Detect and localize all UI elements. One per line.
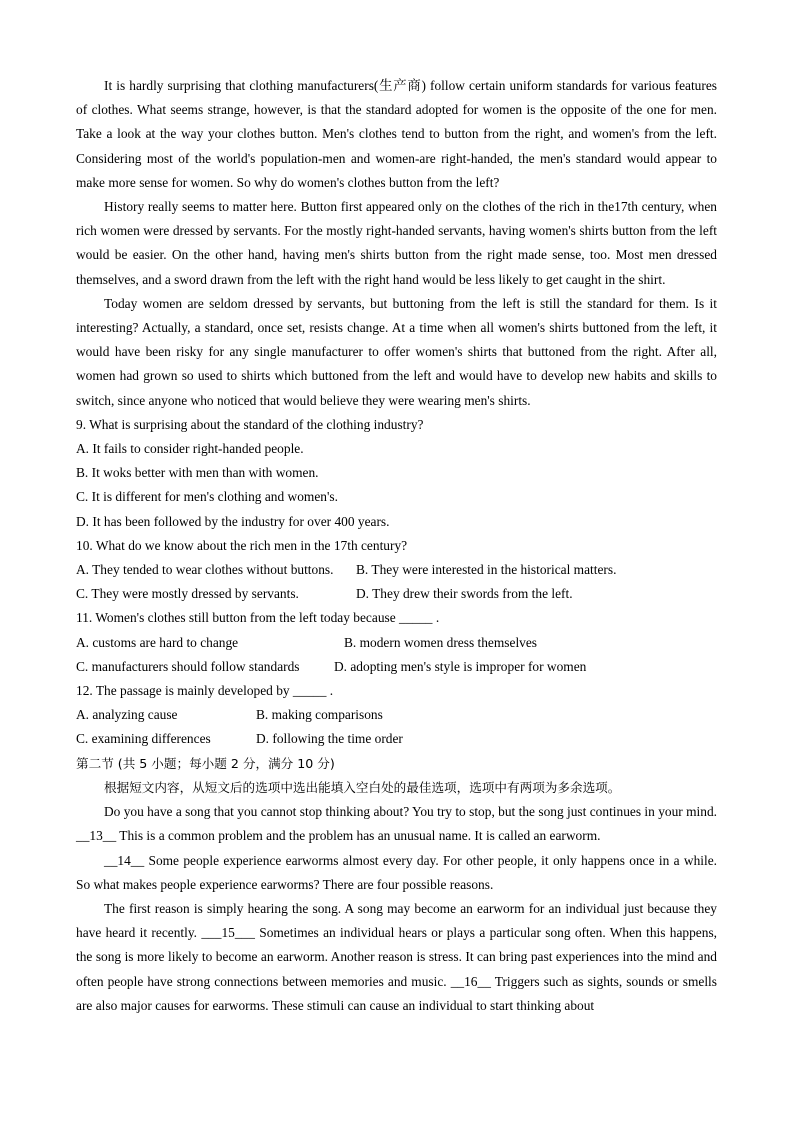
question-12-options-row-1 xyxy=(76,703,717,727)
question-10-options-row-1 xyxy=(76,558,717,582)
question-9-option-b: B. It woks better with men than with women. xyxy=(76,465,319,481)
question-10-options-row-2 xyxy=(76,582,717,606)
section-two-paragraph-2: __14__ Some people experience earworms almost every day. For other people, it only happens once in a while. So what makes people experience earworms? There are four possible reasons. xyxy=(76,852,717,892)
question-11-option-d: D. adopting men's style is improper for women xyxy=(334,658,587,674)
question-12-option-d: D. following the time order xyxy=(256,731,403,747)
section-two-paragraph-1: Do you have a song that you cannot stop thinking about? You try to stop, but the song just continues in your mind. __13__ This is a common problem and the problem has an unusual name. It is called an earworm. xyxy=(76,804,717,844)
passage-paragraph-1: It is hardly surprising that clothing manufacturers(生产商) follow certain uniform standards for various features of clothes. What seems strange, however, is that the standard adopted for women is the opposite of the one for men. Take a look at the way your clothes button. Men's clothes tend to button from the right, and women's from the left. Considering most of the world's population-men and women-are right-handed, the men's standard would appear to make more sense for women. So why do women's clothes button from the left? xyxy=(76,78,717,190)
section-two-heading: 第二节 (共 5 小题；每小题 2 分，满分 10 分) xyxy=(76,755,335,771)
question-12-stem: 12. The passage is mainly developed by _____ . xyxy=(76,683,334,699)
passage-paragraph-2: History really seems to matter here. Button first appeared only on the clothes of the rich in the17th century, when rich women were dressed by servants. For the mostly right-handed servants, having women's shirts button from the left would be easier. On the other hand, having men's shirts button from the right made sense, too. Most men dressed themselves, and a sword drawn from the left with the right hand would be less likely to get caught in the shirt. xyxy=(76,199,717,287)
passage-paragraph-3: Today women are seldom dressed by servants, but buttoning from the left is still the standard for them. Is it interesting? Actually, a standard, once set, resists change. At a time when all women's shirts buttoned from the left, it would have been risky for any single manufacturer to offer women's shirts that buttoned from the right. After all, women had grown so used to shirts which buttoned from the left and would have to develop new habits and skills to switch, since anyone who noticed that would believe they were wearing men's shirts. xyxy=(76,295,717,408)
question-12-option-c: C. examining differences xyxy=(76,731,211,747)
question-9-option-c: C. It is different for men's clothing and women's. xyxy=(76,489,338,505)
question-11-options-row-1 xyxy=(76,631,717,655)
question-11-options-row-2 xyxy=(76,655,717,679)
question-10-option-b: B. They were interested in the historical matters. xyxy=(356,562,617,578)
question-11-stem: 11. Women's clothes still button from the left today because _____ . xyxy=(76,610,440,626)
section-two-paragraph-3: The first reason is simply hearing the song. A song may become an earworm for an individual just because they have heard it recently. ___15___ Sometimes an individual hears or plays a particular song often. When this happens, the song is more likely to become an earworm. Another reason is stress. It can bring past experiences into the mind and often people have strong connections between memories and music. __16__ Triggers such as sights, sounds or smells are also major causes for earworms. These stimuli can cause an individual to start thinking about xyxy=(76,900,717,1013)
question-9-option-a: A. It fails to consider right-handed people. xyxy=(76,441,304,457)
exam-page xyxy=(76,74,717,1018)
question-10-stem: 10. What do we know about the rich men in the 17th century? xyxy=(76,537,408,553)
section-two-instruction: 根据短文内容，从短文后的选项中选出能填入空白处的最佳选项，选项中有两项为多余选项。 xyxy=(104,779,621,795)
question-11-option-a: A. customs are hard to change xyxy=(76,634,239,650)
question-11-option-c: C. manufacturers should follow standards xyxy=(76,658,300,674)
question-12-option-a: A. analyzing cause xyxy=(76,707,178,723)
question-10-option-d: D. They drew their swords from the left. xyxy=(356,586,573,602)
question-12-option-b: B. making comparisons xyxy=(256,707,383,723)
question-10-option-a: A. They tended to wear clothes without buttons. xyxy=(76,562,334,578)
question-9-stem: 9. What is surprising about the standard of the clothing industry? xyxy=(76,416,424,432)
question-9-option-d: D. It has been followed by the industry for over 400 years. xyxy=(76,513,390,529)
question-11-option-b: B. modern women dress themselves xyxy=(344,634,538,650)
question-10-option-c: C. They were mostly dressed by servants. xyxy=(76,586,299,602)
question-12-options-row-2 xyxy=(76,727,717,751)
